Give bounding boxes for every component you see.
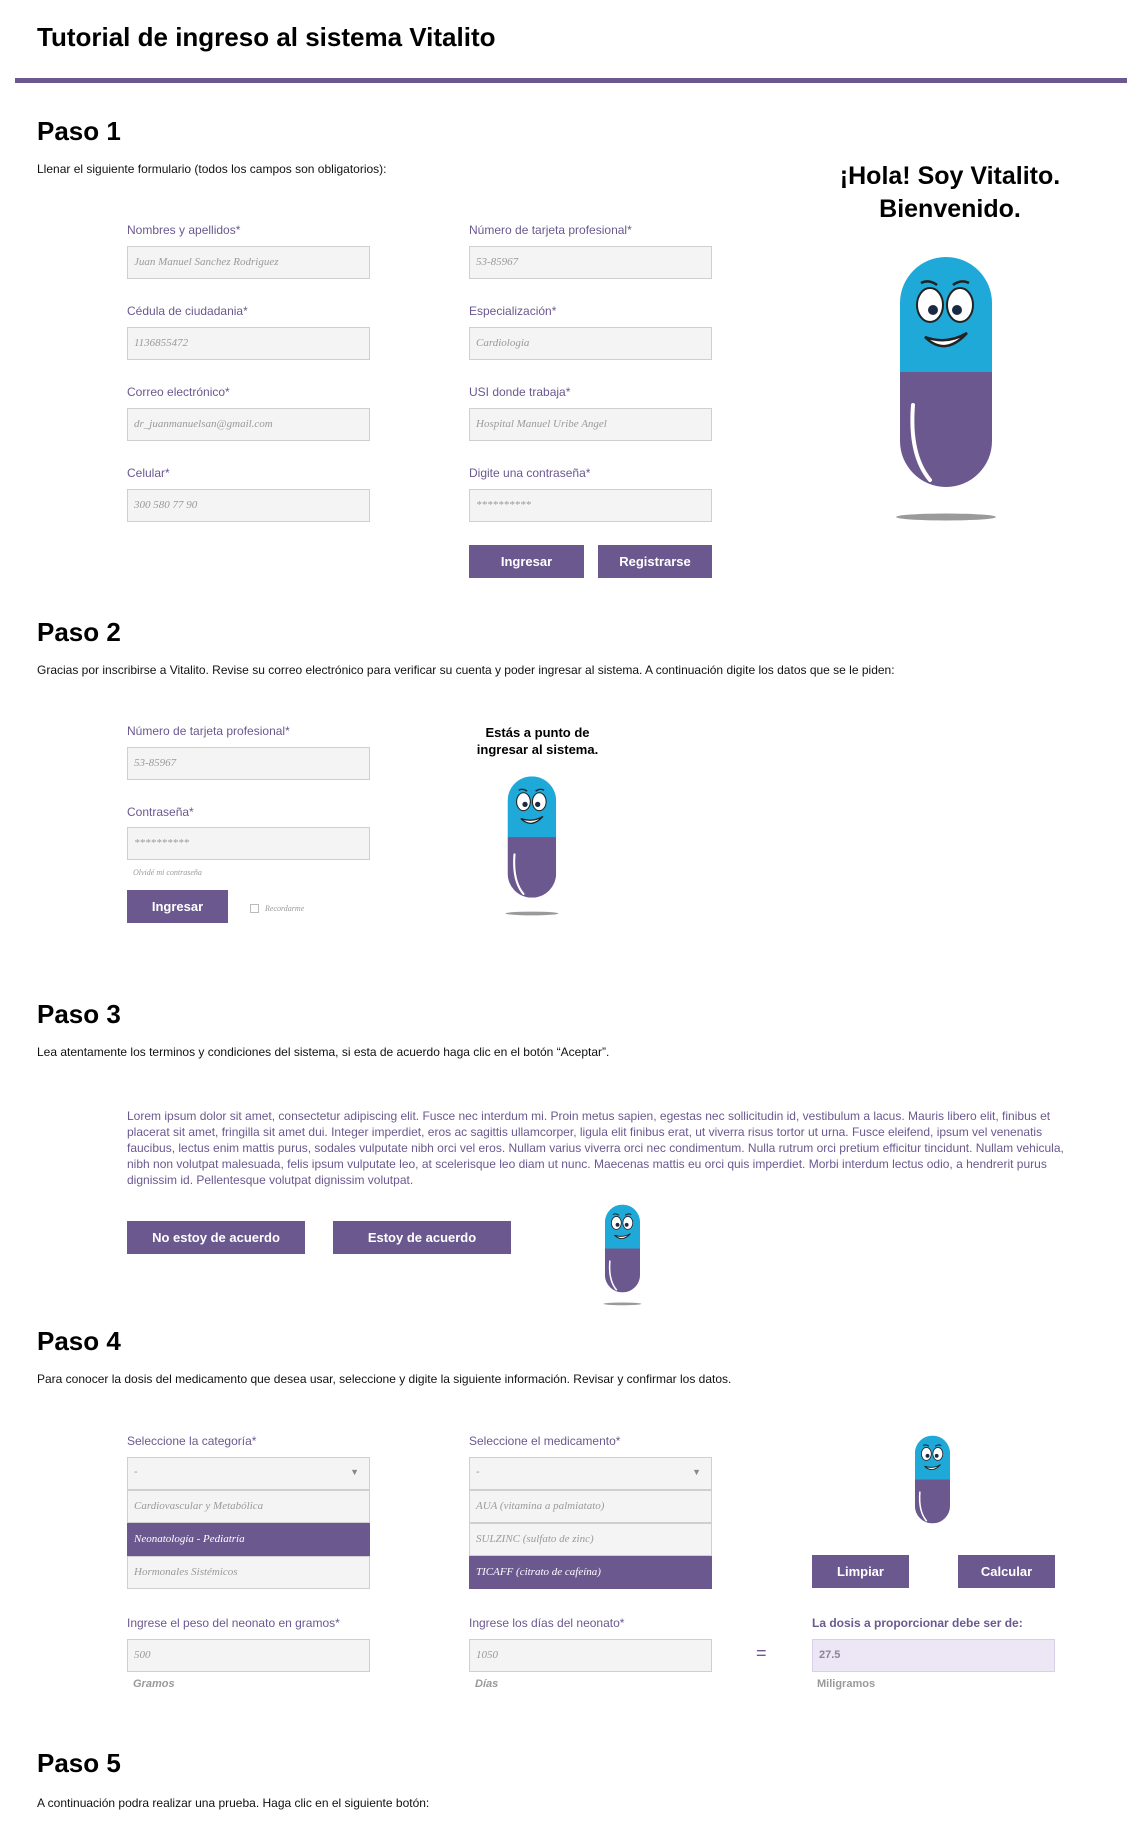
vitalito-mascot-large	[895, 255, 1005, 523]
id-input[interactable]: 1136855472	[127, 327, 370, 360]
phone-label: Celular*	[127, 466, 170, 480]
vitalito-mascot-step4	[913, 1433, 955, 1539]
days-input[interactable]: 1050	[469, 1639, 712, 1672]
usi-input[interactable]: Hospital Manuel Uribe Angel	[469, 408, 712, 441]
agree-button[interactable]: Estoy de acuerdo	[333, 1221, 511, 1254]
medicine-option[interactable]: AUA (vitamina a palmiatato)	[469, 1490, 712, 1523]
step3-description: Lea atentamente los terminos y condiciones del sistema, si esta de acuerdo haga clic en el botón “Aceptar”.	[37, 1045, 610, 1059]
equals-sign: =	[756, 1643, 767, 1663]
password-input[interactable]: **********	[469, 489, 712, 522]
header-divider	[15, 78, 1127, 83]
name-input[interactable]: Juan Manuel Sanchez Rodriguez	[127, 246, 370, 279]
medicine-option[interactable]: SULZINC (sulfato de zinc)	[469, 1523, 712, 1556]
step4-title: Paso 4	[37, 1326, 121, 1356]
medicine-label: Seleccione el medicamento*	[469, 1434, 621, 1448]
phone-input[interactable]: 300 580 77 90	[127, 489, 370, 522]
weight-unit: Gramos	[133, 1678, 175, 1690]
forgot-password-link[interactable]: Olvidé mi contraseña	[133, 868, 202, 877]
step4-description: Para conocer la dosis del medicamento que desea usar, seleccione y digite la siguiente información. Revisar y confirmar los datos.	[37, 1372, 732, 1386]
category-selected: -	[134, 1466, 138, 1478]
category-select[interactable]	[127, 1457, 370, 1490]
email-label: Correo electrónico*	[127, 385, 230, 399]
id-label: Cédula de ciudadania*	[127, 304, 248, 318]
category-option[interactable]: Hormonales Sistémicos	[127, 1556, 370, 1589]
step2-bubble-line1: Estás a punto de	[485, 725, 590, 740]
step2-login-button[interactable]: Ingresar	[127, 890, 228, 923]
greeting-line2: Bienvenido.	[879, 195, 1021, 223]
step2-title: Paso 2	[37, 617, 121, 647]
category-option[interactable]: Neonatología - Pediatría	[127, 1523, 370, 1556]
weight-input[interactable]: 500	[127, 1639, 370, 1672]
chevron-down-icon: ▼	[350, 1467, 359, 1477]
email-input[interactable]: dr_juanmanuelsan@gmail.com	[127, 408, 370, 441]
remember-label: Recordarme	[265, 904, 305, 913]
vitalito-mascot-step3	[603, 1202, 645, 1308]
license-input[interactable]: 53-85967	[469, 246, 712, 279]
greeting-line1: ¡Hola! Soy Vitalito.	[839, 162, 1061, 190]
step2-description: Gracias por inscribirse a Vitalito. Revise su correo electrónico para verificar su cuenta y poder ingresar al sistema. A continuación digite los datos que se le piden:	[37, 663, 895, 677]
step2-password-input[interactable]: **********	[127, 827, 370, 860]
category-option[interactable]: Cardiovascular y Metabólica	[127, 1490, 370, 1523]
clear-button[interactable]: Limpiar	[812, 1555, 909, 1588]
specialty-label: Especialización*	[469, 304, 557, 318]
step2-license-label: Número de tarjeta profesional*	[127, 724, 290, 738]
vitalito-mascot-step2	[505, 773, 563, 919]
terms-text: Lorem ipsum dolor sit amet, consectetur adipiscing elit. Fusce nec interdum mi. Proin metus sapien, egestas nec sollicitudin id, vestibulum a lacus. Mauris libero elit, finibus et placerat sit amet, fringilla sit amet dui. Integer imperdiet, eros ac sagittis ullamcorper, ligula elit finibus erat, ut viverra risus tortor ut urna. Fusce eleifend, ipsum vel venenatis faucibus, lectus enim mattis purus, sodales vulputate nibh orci vel eros. Nullam varius viverra orci nec condimentum. Nulla rutrum orci pretium efficitur tincidunt. Nullam vehicula, nibh non volutpat malesuada, felis ipsum vulputate leo, at scelerisque leo diam ut nunc. Maecenas mattis eu orci quis imperdiet. Morbi interdum lectus odio, a hendrerit purus dignissim id. Pellentesque volutpat dignissim volutpat.	[127, 1109, 1064, 1187]
greeting	[810, 160, 1090, 226]
password-label: Digite una contraseña*	[469, 466, 591, 480]
step1-login-button[interactable]: Ingresar	[469, 545, 584, 578]
step5-title: Paso 5	[37, 1748, 121, 1778]
days-label: Ingrese los días del neonato*	[469, 1616, 625, 1630]
register-button[interactable]: Registrarse	[598, 545, 712, 578]
step2-password-label: Contraseña*	[127, 805, 194, 819]
usi-label: USI donde trabaja*	[469, 385, 571, 399]
category-label: Seleccione la categoría*	[127, 1434, 257, 1448]
step1-title: Paso 1	[37, 116, 121, 146]
name-label: Nombres y apellidos*	[127, 223, 241, 237]
calculate-button[interactable]: Calcular	[958, 1555, 1055, 1588]
medicine-option[interactable]: TICAFF (citrato de cafeína)	[469, 1556, 712, 1589]
result-label: La dosis a proporcionar debe ser de:	[812, 1616, 1023, 1630]
license-label: Número de tarjeta profesional*	[469, 223, 632, 237]
disagree-button[interactable]: No estoy de acuerdo	[127, 1221, 305, 1254]
step2-bubble-line2: ingresar al sistema.	[476, 742, 599, 757]
step5-description: A continuación podra realizar una prueba. Haga clic en el siguiente botón:	[37, 1796, 430, 1810]
medicine-selected: -	[476, 1466, 480, 1478]
step1-description: Llenar el siguiente formulario (todos los campos son obligatorios):	[37, 162, 387, 176]
step2-bubble	[455, 724, 620, 758]
days-unit: Días	[475, 1678, 499, 1690]
result-unit: Miligramos	[817, 1678, 876, 1690]
result-output: 27.5	[812, 1639, 1055, 1672]
weight-label: Ingrese el peso del neonato en gramos*	[127, 1616, 340, 1630]
step3-title: Paso 3	[37, 999, 121, 1029]
chevron-down-icon: ▼	[692, 1467, 701, 1477]
step2-license-input[interactable]: 53-85967	[127, 747, 370, 780]
medicine-select[interactable]	[469, 1457, 712, 1490]
remember-checkbox[interactable]	[250, 904, 259, 913]
specialty-input[interactable]: Cardiologia	[469, 327, 712, 360]
page-title: Tutorial de ingreso al sistema Vitalito	[37, 22, 496, 52]
